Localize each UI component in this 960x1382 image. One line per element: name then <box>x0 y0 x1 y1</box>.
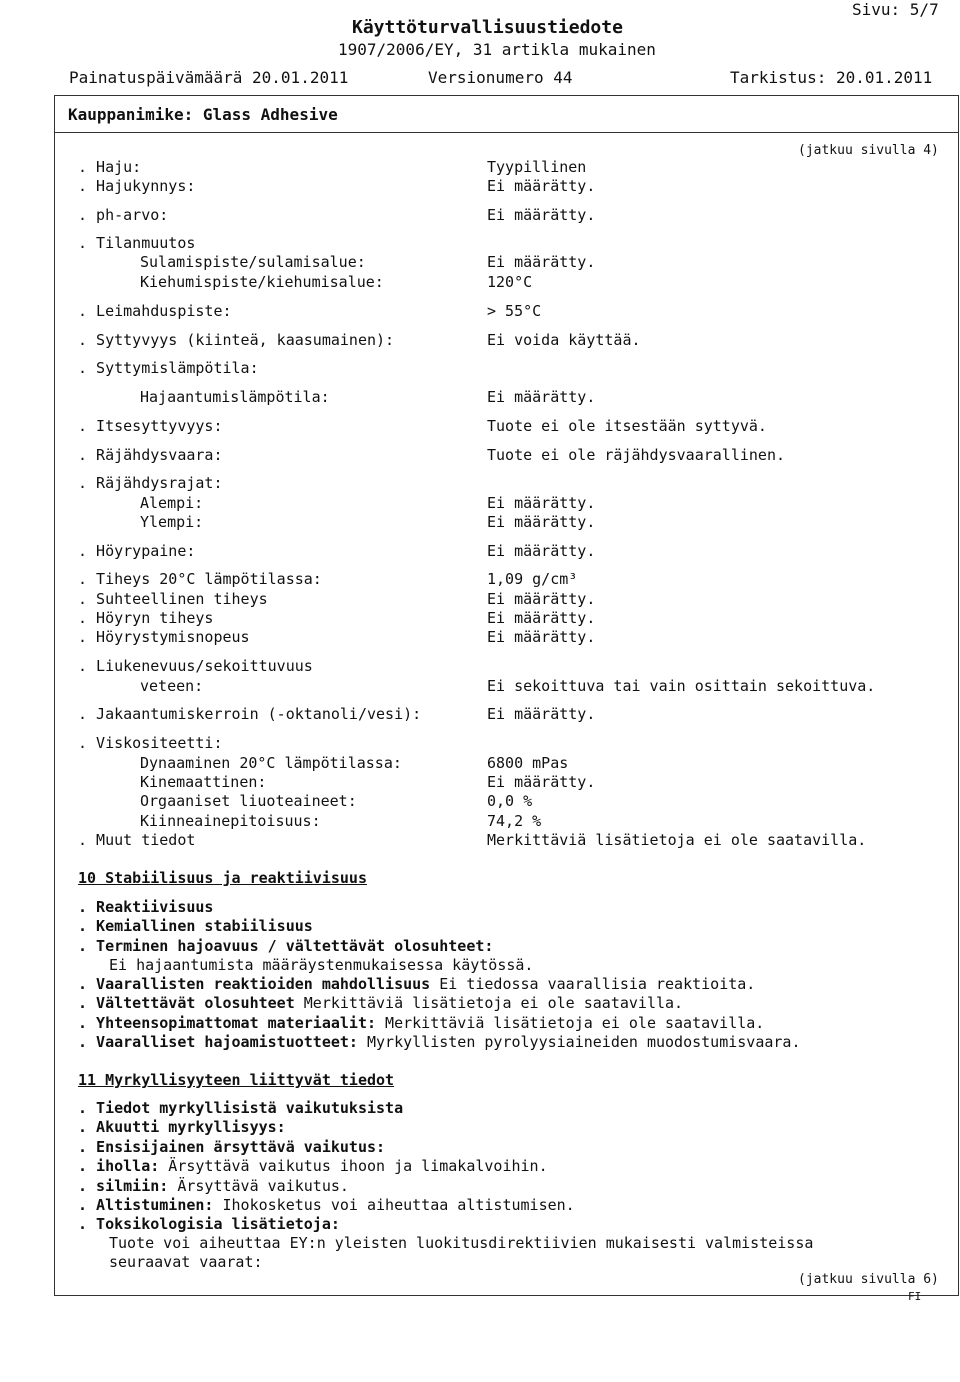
property-value: Tuote ei ole räjähdysvaarallinen. <box>487 446 786 464</box>
property-label: . Hajukynnys: <box>78 177 196 195</box>
property-label: . Tilanmuutos <box>78 234 196 252</box>
eyes-text: Ärsyttävä vaikutus. <box>168 1177 349 1195</box>
property-label: . Syttymislämpötila: <box>78 359 259 377</box>
property-label: . Muut tiedot <box>78 831 196 849</box>
chemical-stability-label: . Kemiallinen stabiilisuus <box>78 917 313 935</box>
property-label: Alempi: <box>140 494 204 512</box>
decomposition-products-line <box>78 1033 800 1052</box>
hazardous-reactions-text: Ei tiedossa vaarallisia reaktioita. <box>430 975 756 993</box>
property-value: 0,0 % <box>487 792 533 810</box>
property-label: Dynaaminen 20°C lämpötilassa: <box>140 754 402 772</box>
property-label: . Leimahduspiste: <box>78 302 232 320</box>
skin-text: Ärsyttävä vaikutus ihoon ja limakalvoihin. <box>159 1157 548 1175</box>
property-value: Ei voida käyttää. <box>487 331 641 349</box>
additional-toxicological-text-1: Tuote voi aiheuttaa EY:n yleisten luokitusdirektiivien mukaisesti valmisteissa <box>109 1234 814 1252</box>
property-value: Ei määrätty. <box>487 177 596 195</box>
property-value: 120°C <box>487 273 533 291</box>
primary-irritant-label: . Ensisijainen ärsyttävä vaikutus: <box>78 1138 386 1156</box>
incompatible-materials-text: Merkittäviä lisätietoja ei ole saatavilla. <box>376 1014 765 1032</box>
property-value: 1,09 g/cm³ <box>487 570 578 588</box>
property-label: . Räjähdysrajat: <box>78 474 223 492</box>
document-title: Käyttöturvallisuustiedote <box>352 17 623 38</box>
property-label: . Itsesyttyvyys: <box>78 417 223 435</box>
print-date: Painatuspäivämäärä 20.01.2011 <box>69 68 349 87</box>
incompatible-materials-line <box>78 1014 764 1033</box>
property-label: . Liukenevuus/sekoittuvuus <box>78 657 313 675</box>
page-number: Sivu: 5/7 <box>852 0 939 19</box>
property-label: Kiehumispiste/kiehumisalue: <box>140 273 384 291</box>
decomposition-products-text: Myrkyllisten pyrolyysiaineiden muodostumisvaara. <box>357 1033 801 1051</box>
thermal-decomposition-label: . Terminen hajoavuus / vältettävät olosuhteet: <box>78 937 494 955</box>
property-label: . Tiheys 20°C lämpötilassa: <box>78 570 322 588</box>
property-value: Ei määrätty. <box>487 388 596 406</box>
property-label: . Syttyvyys (kiinteä, kaasumainen): <box>78 331 395 349</box>
sensitisation-label: . Altistuminen: <box>78 1196 214 1214</box>
property-label: Kiinneainepitoisuus: <box>140 812 321 830</box>
language-code: FI <box>908 1290 922 1303</box>
section-11-heading: 11 Myrkyllisyyteen liittyvät tiedot <box>78 1071 395 1089</box>
trade-name: Kauppanimike: Glass Adhesive <box>68 105 338 124</box>
property-value: Ei määrätty. <box>487 590 596 608</box>
property-value: Ei määrätty. <box>487 609 596 627</box>
section-10-heading: 10 Stabiilisuus ja reaktiivisuus <box>78 869 367 887</box>
continued-from-note: (jatkuu sivulla 4) <box>798 143 939 158</box>
property-label: veteen: <box>140 677 204 695</box>
incompatible-materials-label: . Yhteensopimattomat materiaalit: <box>78 1014 377 1032</box>
eyes-line <box>78 1177 349 1196</box>
skin-label: . iholla: <box>78 1157 160 1175</box>
property-value: Ei määrätty. <box>487 542 596 560</box>
property-label: . ph-arvo: <box>78 206 169 224</box>
property-value: Tuote ei ole itsestään syttyvä. <box>487 417 767 435</box>
property-value: 6800 mPas <box>487 754 569 772</box>
conditions-to-avoid-label: . Vältettävät olosuhteet <box>78 994 295 1012</box>
property-value: Merkittäviä lisätietoja ei ole saatavilla. <box>487 831 867 849</box>
property-value: Ei määrätty. <box>487 705 596 723</box>
property-value: Ei määrätty. <box>487 494 596 512</box>
decomposition-products-label: . Vaaralliset hajoamistuotteet: <box>78 1033 358 1051</box>
hazardous-reactions-line <box>78 975 755 994</box>
conditions-to-avoid-line <box>78 994 683 1013</box>
property-label: Hajaantumislämpötila: <box>140 388 330 406</box>
property-value: Ei sekoittuva tai vain osittain sekoittuva. <box>487 677 876 695</box>
reactivity-label: . Reaktiivisuus <box>78 898 214 916</box>
property-label: . Höyryn tiheys <box>78 609 214 627</box>
conditions-to-avoid-text: Merkittäviä lisätietoja ei ole saatavilla. <box>294 994 684 1012</box>
property-value: Ei määrätty. <box>487 773 596 791</box>
property-value: > 55°C <box>487 302 542 320</box>
hazardous-reactions-label: . Vaarallisten reaktioiden mahdollisuus <box>78 975 431 993</box>
property-value: Ei määrätty. <box>487 513 596 531</box>
continued-to-note: (jatkuu sivulla 6) <box>798 1272 939 1287</box>
property-label: Ylempi: <box>140 513 204 531</box>
revision-date: Tarkistus: 20.01.2011 <box>730 68 933 87</box>
property-label: Orgaaniset liuoteaineet: <box>140 792 357 810</box>
thermal-decomposition-text: Ei hajaantumista määräystenmukaisessa käytössä. <box>109 956 534 974</box>
property-label: . Höyrystymisnopeus <box>78 628 250 646</box>
property-label: . Räjähdysvaara: <box>78 446 223 464</box>
property-label: Sulamispiste/sulamisalue: <box>140 253 366 271</box>
version-number: Versionumero 44 <box>428 68 573 87</box>
acute-toxicity-label: . Akuutti myrkyllisyys: <box>78 1118 286 1136</box>
property-value: Ei määrätty. <box>487 206 596 224</box>
toxicological-effects-label: . Tiedot myrkyllisistä vaikutuksista <box>78 1099 404 1117</box>
sensitisation-text: Ihokosketus voi aiheuttaa altistumisen. <box>213 1196 575 1214</box>
property-label: . Jakaantumiskerroin (-oktanoli/vesi): <box>78 705 422 723</box>
property-value: Ei määrätty. <box>487 628 596 646</box>
property-label: Kinemaattinen: <box>140 773 267 791</box>
property-label: . Haju: <box>78 158 142 176</box>
eyes-label: . silmiin: <box>78 1177 169 1195</box>
property-label: . Höyrypaine: <box>78 542 196 560</box>
property-label: . Viskositeetti: <box>78 734 223 752</box>
additional-toxicological-text-2: seuraavat vaarat: <box>109 1253 263 1271</box>
property-value: 74,2 % <box>487 812 542 830</box>
property-value: Tyypillinen <box>487 158 587 176</box>
property-value: Ei määrätty. <box>487 253 596 271</box>
document-subtitle: 1907/2006/EY, 31 artikla mukainen <box>338 40 656 59</box>
property-label: . Suhteellinen tiheys <box>78 590 268 608</box>
sensitisation-line <box>78 1196 575 1215</box>
additional-toxicological-label: . Toksikologisia lisätietoja: <box>78 1215 340 1233</box>
skin-line <box>78 1157 548 1176</box>
